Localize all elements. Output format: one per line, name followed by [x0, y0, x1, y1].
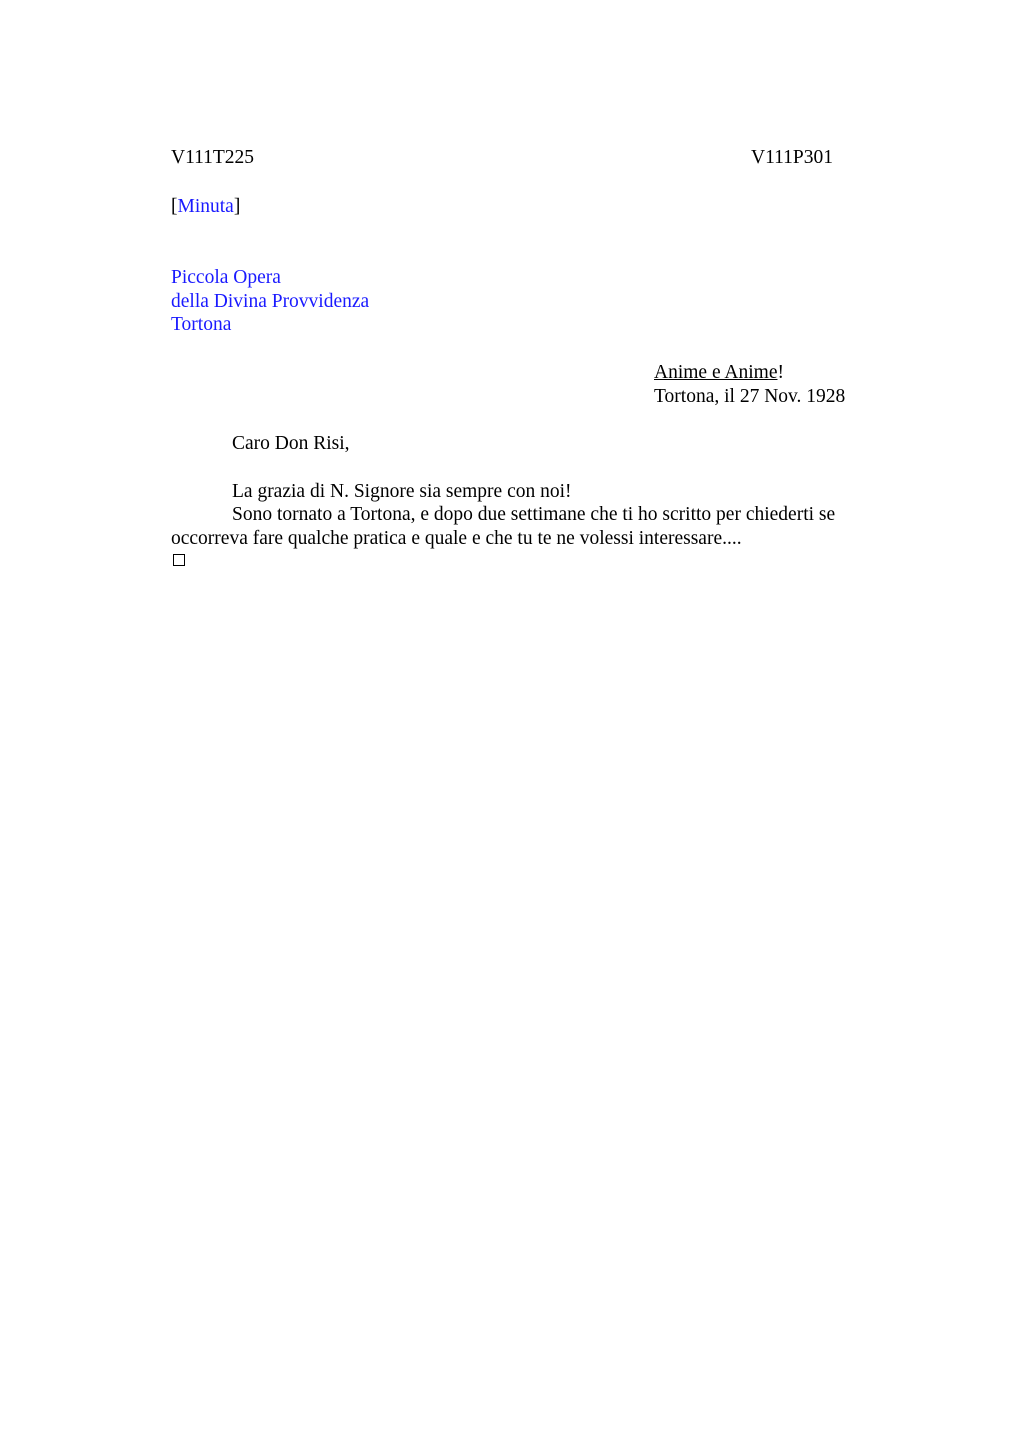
minuta-label: Minuta: [177, 196, 234, 217]
body-paragraph-line-2: occorreva fare qualche pratica e quale e che tu te ne volessi interessare....: [171, 528, 742, 549]
letterhead: [171, 266, 369, 337]
minuta-note: [171, 195, 240, 219]
greeting: La grazia di N. Signore sia sempre con noi!: [232, 481, 572, 502]
letterhead-line-3: Tortona: [171, 314, 232, 335]
letterhead-line-2: della Divina Provvidenza: [171, 290, 370, 312]
motto-text: Anime e Anime: [654, 362, 778, 383]
motto-and-date: [654, 361, 845, 408]
square-icon: [173, 554, 185, 566]
motto-suffix: !: [777, 362, 784, 383]
open-bracket: [: [171, 196, 178, 217]
salutation: Caro Don Risi,: [232, 433, 350, 454]
motto: [654, 361, 845, 385]
letterhead-line-1: Piccola Opera: [171, 267, 281, 288]
dateline: Tortona, il 27 Nov. 1928: [654, 385, 846, 407]
document-code-right: V111P301: [751, 147, 833, 168]
document-code-left: V111T225: [171, 147, 255, 168]
body-paragraph-line-1: Sono tornato a Tortona, e dopo due settimane che ti ho scritto per chiederti se: [232, 504, 836, 525]
close-bracket: ]: [233, 196, 241, 217]
